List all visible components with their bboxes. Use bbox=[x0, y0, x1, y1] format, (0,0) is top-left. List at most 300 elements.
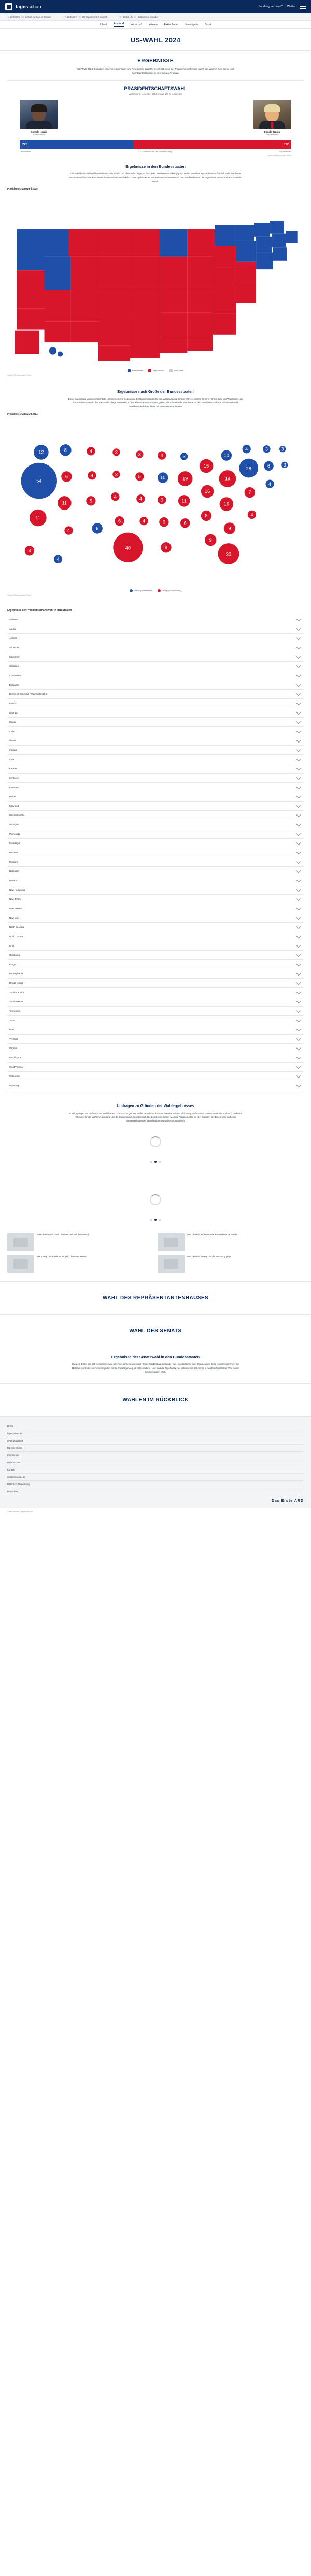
state-accordion bbox=[7, 615, 304, 1090]
chevron-down-icon[interactable] bbox=[296, 617, 301, 621]
svg-text:4: 4 bbox=[114, 494, 117, 500]
teaser-text[interactable]: Was die USA auf Harris Wählern und wer sie wählte bbox=[187, 1233, 237, 1236]
site-footer bbox=[0, 1416, 311, 1508]
svg-text:4: 4 bbox=[245, 446, 248, 452]
svg-text:11: 11 bbox=[35, 515, 41, 520]
ticker-item[interactable]: +++ 13:10 Uhr +++ Bahnstreik beendet bbox=[118, 16, 158, 18]
presidential-subtitle: Wahl vom 5. November 2024, Stand: 100 % ausgezählt bbox=[129, 93, 182, 96]
ticker-separator: • bbox=[56, 16, 57, 18]
svg-text:11: 11 bbox=[181, 498, 187, 504]
chevron-down-icon[interactable] bbox=[296, 1055, 301, 1059]
state-row[interactable] bbox=[7, 811, 304, 820]
footer-brand bbox=[7, 1495, 304, 1503]
header-actions bbox=[258, 4, 306, 10]
state-results-section bbox=[0, 602, 311, 1096]
map-states-text: Die Präsidentschaftswahl entscheidet sich letztlich im Electoral College, in dem jeder Bundesstaat abhängig von seiner Bevölkerungszahl unterschiedlich viele Wahlleute entsenden dürfen. Die Präsidentschaftswahl ist damit faktisch die Ergebnis einer Summe von Einzelwahlen in den Bundesstaaten. Die Ergebnisse in den Bundesstaaten im Detail. bbox=[69, 172, 242, 183]
state-row[interactable] bbox=[7, 1053, 304, 1063]
legend-item-dem: Demokraten bbox=[128, 369, 143, 372]
chevron-down-icon[interactable] bbox=[296, 990, 301, 994]
state-name: Hawaii bbox=[9, 720, 17, 723]
svg-text:4: 4 bbox=[90, 473, 93, 478]
nav-item-inland[interactable]: Inland bbox=[100, 23, 107, 26]
state-name: Nebraska bbox=[9, 869, 19, 872]
candidate-name: Donald Trump bbox=[264, 130, 280, 134]
chevron-down-icon[interactable] bbox=[296, 776, 301, 780]
presidential-source: Quelle: AP/Associated Press bbox=[267, 155, 291, 157]
electoral-bar bbox=[20, 140, 291, 153]
candidate-name: Kamala Harris bbox=[31, 130, 47, 134]
nav-item-wirtschaft[interactable]: Wirtschaft bbox=[130, 23, 143, 26]
state-name: Virginia bbox=[9, 1046, 17, 1050]
state-row[interactable] bbox=[7, 848, 304, 857]
chevron-down-icon[interactable] bbox=[296, 701, 301, 705]
state-name: South Carolina bbox=[9, 991, 25, 994]
chevron-down-icon[interactable] bbox=[296, 1018, 301, 1022]
state-row[interactable] bbox=[7, 829, 304, 839]
state-row[interactable] bbox=[7, 857, 304, 867]
svg-text:8: 8 bbox=[164, 545, 167, 550]
state-row[interactable] bbox=[7, 634, 304, 643]
state-name: Minnesota bbox=[9, 832, 20, 835]
svg-text:15: 15 bbox=[203, 463, 209, 469]
chevron-down-icon[interactable] bbox=[296, 869, 301, 873]
state-row[interactable] bbox=[7, 979, 304, 988]
state-row[interactable] bbox=[7, 895, 304, 904]
chevron-down-icon[interactable] bbox=[296, 1037, 301, 1041]
chevron-down-icon[interactable] bbox=[296, 850, 301, 854]
carousel-dot[interactable] bbox=[154, 1219, 157, 1221]
legend-item-harris: Harris (Demokraten) bbox=[130, 589, 152, 592]
candidate-harris bbox=[20, 100, 58, 136]
svg-text:3: 3 bbox=[182, 454, 186, 459]
legend-swatch-harris bbox=[130, 589, 133, 592]
footer-link-label: Zu tagesschau.de bbox=[7, 1476, 25, 1479]
chevron-down-icon[interactable] bbox=[296, 934, 301, 938]
state-row[interactable] bbox=[7, 960, 304, 969]
state-row[interactable] bbox=[7, 699, 304, 708]
bar-label-rep: Republikaner bbox=[279, 150, 291, 153]
state-row[interactable] bbox=[7, 913, 304, 923]
legend-swatch-dem bbox=[128, 369, 131, 372]
svg-text:5: 5 bbox=[89, 498, 92, 504]
teaser-text[interactable]: Wie Trump und Harris im Vergleich bewertet wurden bbox=[37, 1255, 87, 1258]
svg-text:4: 4 bbox=[250, 512, 253, 517]
footer-link[interactable] bbox=[7, 1445, 304, 1452]
footer-link-label: Datenschutzerklärung bbox=[7, 1483, 30, 1486]
state-name: South Dakota bbox=[9, 1000, 23, 1003]
state-row[interactable] bbox=[7, 755, 304, 764]
teaser-text[interactable]: Was die USA auf Trump Wählern und was ihn antreibt bbox=[37, 1233, 89, 1236]
svg-text:6: 6 bbox=[183, 520, 187, 526]
chevron-down-icon[interactable] bbox=[296, 636, 301, 640]
chevron-down-icon[interactable] bbox=[296, 1083, 301, 1087]
chevron-down-icon[interactable] bbox=[296, 785, 301, 789]
state-name: Wisconsin bbox=[9, 1074, 20, 1078]
state-name: Texas bbox=[9, 1018, 16, 1022]
carousel-pagination[interactable] bbox=[7, 1161, 304, 1163]
site-header bbox=[0, 0, 311, 13]
state-row[interactable] bbox=[7, 820, 304, 829]
dem-electors: 226 bbox=[22, 143, 28, 147]
house-section bbox=[0, 1281, 311, 1314]
svg-text:10: 10 bbox=[160, 475, 166, 481]
state-name: Alabama bbox=[9, 618, 19, 621]
candidate-row bbox=[7, 100, 304, 136]
chevron-down-icon[interactable] bbox=[296, 1074, 301, 1078]
svg-text:16: 16 bbox=[204, 488, 210, 494]
state-name: Rhode Island bbox=[9, 981, 23, 984]
state-row[interactable] bbox=[7, 718, 304, 727]
chevron-down-icon[interactable] bbox=[296, 757, 301, 761]
carousel-dot[interactable] bbox=[154, 1161, 157, 1163]
state-row[interactable] bbox=[7, 690, 304, 699]
chevron-down-icon[interactable] bbox=[296, 673, 301, 677]
results-heading: ERGEBNISSE bbox=[137, 58, 174, 64]
chevron-down-icon[interactable] bbox=[296, 804, 301, 808]
map-bubbles-legend bbox=[7, 589, 304, 592]
state-row[interactable] bbox=[7, 867, 304, 876]
state-row[interactable] bbox=[7, 1035, 304, 1044]
svg-text:4: 4 bbox=[56, 556, 60, 562]
teaser-card[interactable] bbox=[7, 1233, 153, 1251]
brand-text: tagesschau bbox=[16, 4, 41, 9]
footer-link-label: Datenschutz bbox=[7, 1461, 20, 1464]
svg-text:6: 6 bbox=[162, 519, 165, 525]
state-row[interactable] bbox=[7, 932, 304, 941]
chevron-down-icon[interactable] bbox=[296, 887, 301, 892]
footer-link[interactable] bbox=[7, 1481, 304, 1488]
chevron-down-icon[interactable] bbox=[296, 1027, 301, 1031]
map-states-legend bbox=[7, 369, 304, 372]
ticker-item[interactable]: +++ 14:02 Uhr +++ Scholz zu Gast in Brüssel bbox=[5, 16, 51, 18]
chevron-down-icon[interactable] bbox=[296, 813, 301, 817]
state-row[interactable] bbox=[7, 1007, 304, 1016]
carousel-dot[interactable] bbox=[159, 1219, 161, 1221]
chevron-down-icon[interactable] bbox=[296, 953, 301, 957]
footer-link-label: Barrierefreiheit bbox=[7, 1447, 22, 1450]
footer-link-label: Impressum bbox=[7, 1454, 19, 1457]
state-row[interactable] bbox=[7, 1081, 304, 1090]
chevron-down-icon[interactable] bbox=[296, 710, 301, 715]
map-bubbles-source: Quelle: AP/Associated Press bbox=[7, 594, 31, 596]
svg-text:54: 54 bbox=[36, 478, 42, 484]
svg-text:9: 9 bbox=[209, 537, 212, 543]
chevron-down-icon[interactable] bbox=[296, 915, 301, 920]
state-name: New York bbox=[9, 916, 19, 919]
state-row[interactable] bbox=[7, 923, 304, 932]
ticker-separator: • bbox=[112, 16, 114, 18]
state-name: Ohio bbox=[9, 944, 15, 947]
header-link-wetter[interactable]: Wetter bbox=[287, 5, 295, 8]
svg-text:8: 8 bbox=[205, 513, 208, 518]
svg-text:12: 12 bbox=[38, 449, 44, 455]
legend-item-open: noch offen bbox=[169, 369, 183, 372]
teaser-grid bbox=[0, 1228, 311, 1281]
chevron-down-icon[interactable] bbox=[296, 794, 301, 798]
chevron-down-icon[interactable] bbox=[296, 999, 301, 1003]
bubble-map-svg[interactable] bbox=[7, 417, 304, 587]
state-name: Pennsylvania bbox=[9, 972, 23, 975]
results-intro-text: US-Wahl 2024: Es haben die Amerikanerinnen und Amerikaner gewählt. Die Ergebnisse der Präsidentschaftswahl sowie der Wahlen zum Senat und Repräsentantenhaus in interaktiven Grafiken. bbox=[77, 68, 234, 75]
footer-link-label: Kontakt bbox=[7, 1468, 15, 1472]
us-choropleth-map[interactable] bbox=[7, 192, 304, 367]
state-name: Illinois bbox=[9, 739, 16, 742]
state-name: West Virginia bbox=[9, 1065, 23, 1068]
svg-text:3: 3 bbox=[115, 472, 118, 477]
svg-text:3: 3 bbox=[281, 446, 284, 452]
chevron-down-icon[interactable] bbox=[296, 664, 301, 668]
state-row[interactable] bbox=[7, 941, 304, 951]
svg-text:4: 4 bbox=[142, 518, 146, 524]
state-name: Iowa bbox=[9, 758, 15, 761]
senate-states-title: Ergebnisse der Senatswahl in den Bundesstaaten bbox=[111, 1355, 200, 1360]
state-row[interactable] bbox=[7, 662, 304, 671]
teaser-card[interactable] bbox=[158, 1233, 304, 1251]
chevron-down-icon[interactable] bbox=[296, 962, 301, 966]
chevron-down-icon[interactable] bbox=[296, 897, 301, 901]
state-row[interactable] bbox=[7, 876, 304, 885]
svg-text:3: 3 bbox=[115, 449, 118, 455]
footer-link[interactable] bbox=[7, 1488, 304, 1495]
state-name: Utah bbox=[9, 1028, 15, 1031]
state-row[interactable] bbox=[7, 1072, 304, 1081]
footer-link[interactable] bbox=[7, 1430, 304, 1437]
state-row[interactable] bbox=[7, 839, 304, 848]
chevron-down-icon[interactable] bbox=[296, 720, 301, 724]
chevron-down-icon[interactable] bbox=[296, 682, 301, 687]
teaser-thumb bbox=[158, 1233, 185, 1251]
svg-text:5: 5 bbox=[138, 474, 141, 479]
senate-states-section bbox=[0, 1347, 311, 1383]
footer-link[interactable] bbox=[7, 1466, 304, 1474]
state-row[interactable] bbox=[7, 727, 304, 736]
state-name: Indiana bbox=[9, 748, 17, 751]
footer-link[interactable] bbox=[7, 1437, 304, 1445]
state-row[interactable] bbox=[7, 708, 304, 718]
svg-text:4: 4 bbox=[268, 481, 272, 487]
state-name: New Mexico bbox=[9, 907, 22, 910]
page-title: US-WAHL 2024 bbox=[130, 36, 181, 44]
state-row[interactable] bbox=[7, 736, 304, 746]
map-svg[interactable] bbox=[7, 192, 304, 367]
state-name: Oklahoma bbox=[9, 953, 20, 956]
footer-link[interactable] bbox=[7, 1459, 304, 1466]
chevron-down-icon[interactable] bbox=[296, 627, 301, 631]
state-name: Delaware bbox=[9, 683, 19, 686]
state-name: Vermont bbox=[9, 1037, 18, 1040]
state-name: North Carolina bbox=[9, 925, 24, 928]
nav-item-ausland[interactable]: Ausland bbox=[114, 22, 124, 27]
state-name: Kansas bbox=[9, 767, 17, 770]
chevron-down-icon[interactable] bbox=[296, 692, 301, 696]
map-bubbles-section bbox=[0, 382, 311, 602]
state-row[interactable] bbox=[7, 997, 304, 1007]
trump-portrait bbox=[253, 100, 291, 129]
state-name: Kentucky bbox=[9, 776, 19, 779]
state-row[interactable] bbox=[7, 904, 304, 913]
state-row[interactable] bbox=[7, 764, 304, 774]
map-states-title: Ergebnisse in den Bundesstaaten bbox=[125, 164, 186, 169]
state-row[interactable] bbox=[7, 988, 304, 997]
state-row[interactable] bbox=[7, 792, 304, 802]
chevron-down-icon[interactable] bbox=[296, 981, 301, 985]
chevron-down-icon[interactable] bbox=[296, 748, 301, 752]
chevron-down-icon[interactable] bbox=[296, 906, 301, 910]
svg-text:8: 8 bbox=[64, 447, 67, 453]
chevron-down-icon[interactable] bbox=[296, 766, 301, 770]
svg-text:6: 6 bbox=[267, 463, 271, 469]
results-intro-section bbox=[0, 51, 311, 80]
svg-text:3: 3 bbox=[283, 462, 286, 468]
state-name: Connecticut bbox=[9, 674, 22, 677]
state-name: Maryland bbox=[9, 804, 19, 807]
svg-text:4: 4 bbox=[89, 448, 92, 454]
polls-text: In Befragungen am und nach der Wahl haben US-Forschungsinstitute die Gründe für das Abschneiden von Donald Trump und Kamala Harris untersucht und auch nach den Gründen für die Wahlentscheidung und die Stimmung im sozialgefragt. Die Ergebnisse liefern wichtige Anhaltspunkte an den Gründen der Ergebnisse und zum Wählerverhalten der verschiedenen Bevölkerungsgruppen. bbox=[68, 1112, 243, 1123]
svg-text:6: 6 bbox=[65, 474, 68, 479]
footer-link[interactable] bbox=[7, 1423, 304, 1430]
chevron-down-icon[interactable] bbox=[296, 738, 301, 743]
teaser-card[interactable] bbox=[158, 1255, 304, 1273]
rep-electors: 312 bbox=[283, 143, 289, 147]
state-name: Tennessee bbox=[9, 1009, 21, 1012]
chevron-down-icon[interactable] bbox=[296, 943, 301, 948]
state-name: Arizona bbox=[9, 636, 17, 639]
chevron-down-icon[interactable] bbox=[296, 729, 301, 733]
presidential-title: PRÄSIDENTSCHAFTSWAHL bbox=[124, 86, 187, 92]
state-row[interactable] bbox=[7, 1016, 304, 1025]
state-name: Arkansas bbox=[9, 646, 19, 649]
chevron-down-icon[interactable] bbox=[296, 832, 301, 836]
state-row[interactable] bbox=[7, 802, 304, 811]
footer-link[interactable] bbox=[7, 1452, 304, 1459]
map-bubbles-text: Diese Darstellung veranschaulicht die unterschiedliche Bedeutung der Bundesstaaten für den Wahlausgang: Größere Kreise stehen für eine höhere Zahl von Wahlleuten, die der Bundesstaaten in das Electoral College entsendet. In den kleinen Bundesstaaten gehen alle Stimmen der Wahlleute an den Präsidentschaftskandidaten oder die Präsidentschaftskandidatin mit den meisten Stimmen. bbox=[68, 398, 243, 408]
candidate-party: Republikaner bbox=[266, 133, 278, 136]
state-name: Mississippi bbox=[9, 841, 21, 845]
retrospect-section bbox=[0, 1383, 311, 1416]
state-name: Oregon bbox=[9, 963, 17, 966]
chevron-down-icon[interactable] bbox=[296, 841, 301, 845]
legend-item-trump: Trump (Republikaner) bbox=[158, 589, 181, 592]
chevron-down-icon[interactable] bbox=[296, 860, 301, 864]
teaser-thumb bbox=[158, 1255, 185, 1273]
retrospect-title: WAHLEN IM RÜCKBLICK bbox=[122, 1397, 189, 1403]
ticker-item[interactable]: +++ 13:46 Uhr +++ EU-Gipfel berät Haushalt bbox=[62, 16, 108, 18]
state-row[interactable] bbox=[7, 746, 304, 755]
teaser-card[interactable] bbox=[7, 1255, 153, 1273]
map-states-section bbox=[0, 157, 311, 382]
nav-item-faktenfinder[interactable]: Faktenfinder bbox=[164, 23, 179, 26]
chevron-down-icon[interactable] bbox=[296, 1046, 301, 1050]
svg-text:10: 10 bbox=[223, 453, 229, 458]
svg-text:6: 6 bbox=[118, 518, 121, 524]
state-name: District of Columbia (Washington D.C.) bbox=[9, 692, 49, 695]
state-row[interactable] bbox=[7, 652, 304, 662]
chevron-down-icon[interactable] bbox=[296, 878, 301, 882]
hero bbox=[0, 29, 311, 51]
nav-item-sport[interactable]: Sport bbox=[205, 23, 211, 26]
state-row[interactable] bbox=[7, 624, 304, 634]
svg-text:3: 3 bbox=[265, 446, 268, 452]
state-row[interactable] bbox=[7, 671, 304, 680]
chevron-down-icon[interactable] bbox=[296, 822, 301, 826]
brand[interactable] bbox=[5, 3, 41, 10]
chevron-down-icon[interactable] bbox=[296, 971, 301, 976]
spinner-icon bbox=[150, 1136, 161, 1147]
footer-link-label: tagesschau.de bbox=[7, 1432, 22, 1435]
chevron-down-icon[interactable] bbox=[296, 1009, 301, 1013]
bar-label-dem: Demokraten bbox=[20, 150, 31, 153]
state-row[interactable] bbox=[7, 885, 304, 895]
nav-item-investigativ[interactable]: Investigativ bbox=[185, 23, 199, 26]
state-row[interactable] bbox=[7, 783, 304, 792]
state-row[interactable] bbox=[7, 643, 304, 652]
carousel-dot[interactable] bbox=[159, 1161, 161, 1163]
footer-link[interactable] bbox=[7, 1474, 304, 1481]
carousel-pagination-2[interactable] bbox=[7, 1219, 304, 1221]
state-row[interactable] bbox=[7, 1063, 304, 1072]
legend-item-rep: Republikaner bbox=[148, 369, 164, 372]
svg-text:19: 19 bbox=[224, 476, 231, 482]
state-name: Michigan bbox=[9, 823, 19, 826]
carousel-dot[interactable] bbox=[150, 1219, 152, 1221]
state-row[interactable] bbox=[7, 951, 304, 960]
state-row[interactable] bbox=[7, 774, 304, 783]
state-name: Washington bbox=[9, 1056, 22, 1059]
senate-title: WAHL DES SENATS bbox=[129, 1328, 182, 1334]
spinner-icon bbox=[150, 1194, 161, 1205]
svg-text:4: 4 bbox=[139, 496, 142, 502]
state-list-title: Ergebnisse der Präsidentschaftswahl in den Staaten bbox=[7, 608, 72, 612]
state-row[interactable] bbox=[7, 680, 304, 690]
chevron-down-icon[interactable] bbox=[296, 654, 301, 659]
svg-text:3: 3 bbox=[28, 548, 31, 554]
state-row[interactable] bbox=[7, 615, 304, 624]
us-bubble-map[interactable] bbox=[7, 417, 304, 587]
svg-text:3: 3 bbox=[138, 452, 141, 457]
chevron-down-icon[interactable] bbox=[296, 925, 301, 929]
chevron-down-icon[interactable] bbox=[296, 645, 301, 649]
state-name: Missouri bbox=[9, 851, 18, 854]
chevron-down-icon[interactable] bbox=[296, 1065, 301, 1069]
house-title: WAHL DES REPRÄSENTANTENHAUSES bbox=[102, 1295, 209, 1301]
polls-title: Umfragen zu Gründen der Wahlergebnisses bbox=[117, 1103, 194, 1108]
svg-text:19: 19 bbox=[182, 476, 188, 482]
header-link-sendung[interactable]: Sendung verpasst? bbox=[258, 5, 283, 8]
teaser-text[interactable]: Was die USA bewegt und die Stimmung prägt bbox=[187, 1255, 231, 1258]
legend-swatch-rep bbox=[148, 369, 151, 372]
ard-logo: Das Erste ARD bbox=[271, 1499, 304, 1503]
hamburger-icon[interactable] bbox=[300, 4, 306, 10]
svg-text:28: 28 bbox=[246, 465, 251, 471]
state-row[interactable] bbox=[7, 969, 304, 979]
state-name: Florida bbox=[9, 702, 17, 705]
teaser-thumb bbox=[7, 1255, 34, 1273]
svg-text:4: 4 bbox=[67, 528, 70, 533]
map-states-caption: Präsidentschaftswahl 2024 bbox=[7, 187, 38, 190]
state-name: Idaho bbox=[9, 730, 15, 733]
state-name: Georgia bbox=[9, 711, 18, 714]
harris-portrait bbox=[20, 100, 58, 129]
senate-section bbox=[0, 1314, 311, 1347]
nav-item-wissen[interactable]: Wissen bbox=[149, 23, 158, 26]
svg-text:30: 30 bbox=[225, 551, 232, 557]
state-name: North Dakota bbox=[9, 935, 23, 938]
carousel-dot[interactable] bbox=[150, 1161, 152, 1163]
state-row[interactable] bbox=[7, 1044, 304, 1053]
svg-text:6: 6 bbox=[96, 526, 99, 531]
state-row[interactable] bbox=[7, 1025, 304, 1035]
svg-text:6: 6 bbox=[160, 497, 163, 503]
